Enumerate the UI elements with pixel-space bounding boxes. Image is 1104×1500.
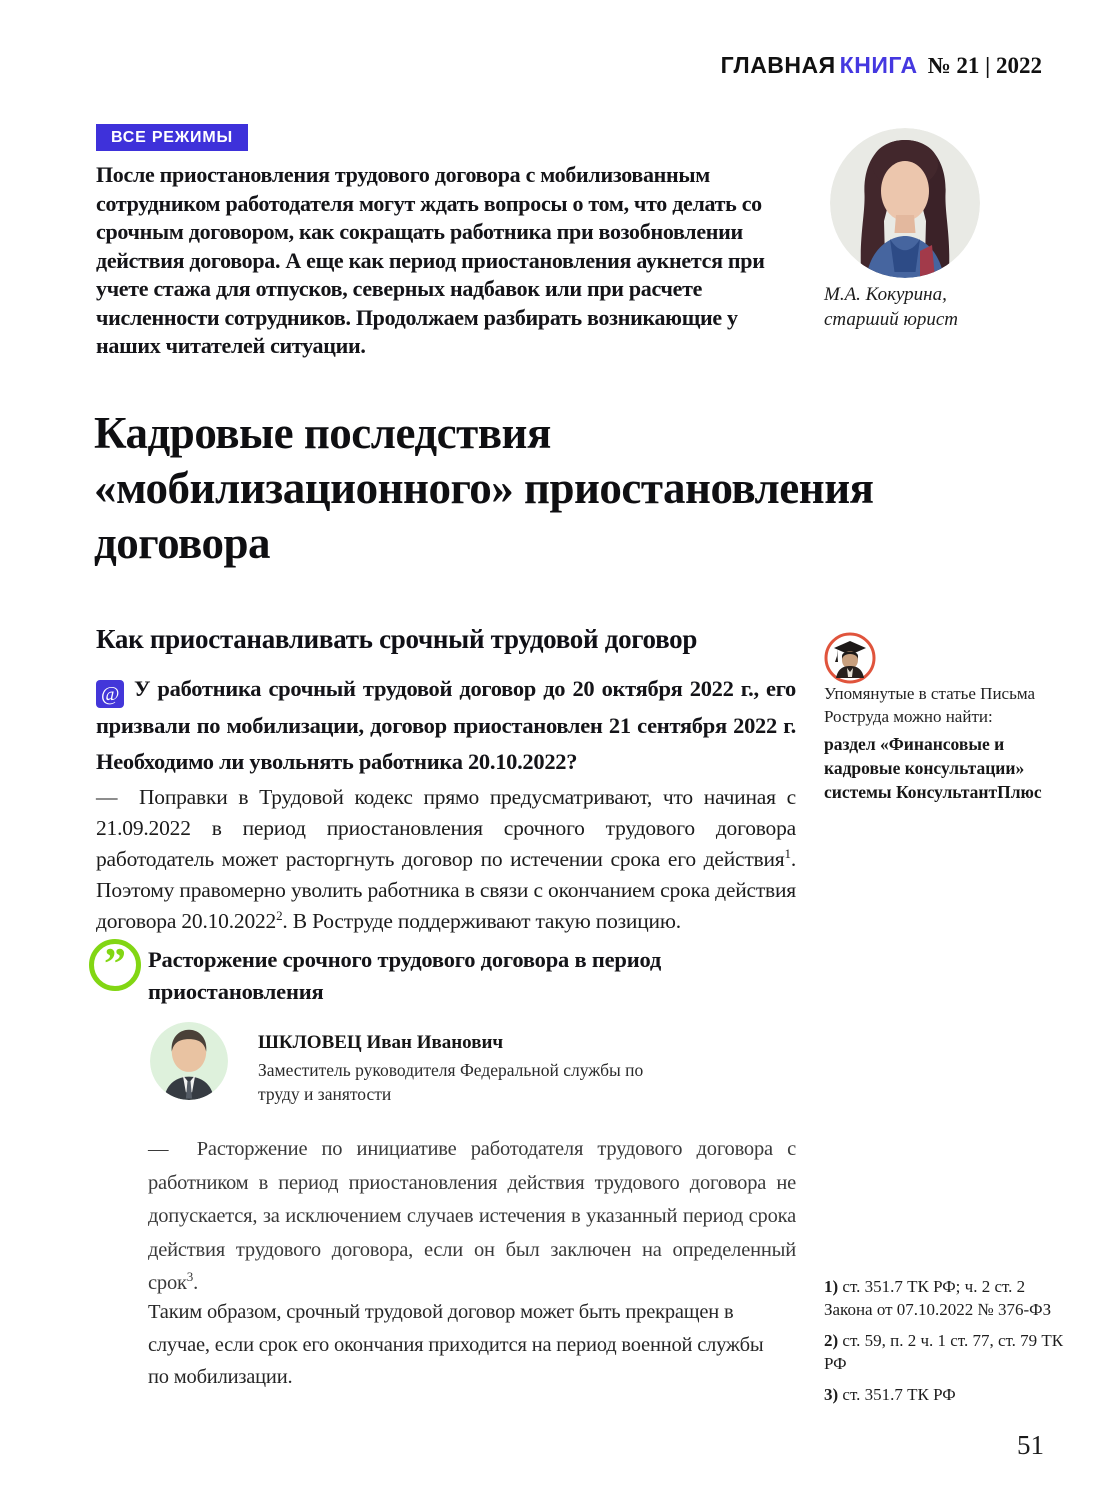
article-title: Кадровые последствия «мобилизационного» приостановления договора [94, 408, 874, 568]
regime-badge: ВСЕ РЕЖИМЫ [96, 124, 248, 151]
answer-part1: Поправки в Трудовой кодекс прямо предусматривают, что начиная с 21.09.2022 в период приостановления срочного трудового договора работодатель может расторгнуть договор по истечении срока его действия [96, 785, 796, 871]
quote-dash: — [148, 1138, 169, 1160]
sidebar-note-bold: раздел «Финансовые и кадровые консультации» системы КонсультантПлюс [824, 734, 1042, 802]
footnote-3-text: ст. 351.7 ТК РФ [842, 1385, 956, 1404]
answer-paragraph [96, 782, 796, 937]
answer-dash: — [96, 785, 118, 809]
footnote-3 [824, 1384, 1069, 1407]
quote-paragraph [148, 1133, 796, 1301]
conclusion-paragraph: Таким образом, срочный трудовой договор может быть прекращен в случае, если срок его окончания приходится на период военной службы по мобилизации. [148, 1301, 764, 1388]
quote-icon [88, 938, 142, 992]
woman-portrait-icon [830, 128, 980, 278]
answer-part3: . В Роструде поддерживают такую позицию. [282, 909, 681, 933]
footnote-2-num: 2) [824, 1331, 839, 1350]
author-name: М.А. Кокурина, [824, 284, 947, 305]
quote-heading: Расторжение срочного трудового договора в период приостановления [148, 947, 662, 1004]
quote-part2: . [193, 1272, 199, 1294]
footnote-1 [824, 1276, 1069, 1321]
footnote-1-text: ст. 351.7 ТК РФ; ч. 2 ст. 2 Закона от 07.10.2022 № 376-ФЗ [824, 1277, 1052, 1319]
footnote-1-num: 1) [824, 1277, 839, 1296]
consultant-plus-icon [824, 632, 876, 684]
author-role: старший юрист [824, 309, 959, 330]
footnote-2 [824, 1330, 1069, 1375]
expert-name: ШКЛОВЕЦ Иван Иванович [258, 1032, 504, 1053]
at-icon: @ [96, 680, 124, 708]
footnote-ref-3: 3 [186, 1269, 194, 1285]
sidebar-note: Упомянутые в статье Письма Роструда можно найти: [824, 684, 1036, 726]
intro-paragraph: После приостановления трудового договора с мобилизованным сотрудником работодателя могут ждать вопросы о том, что делать со срочным договором, как сокращать работника при возобновлении действия договора. А еще как период приостановления аукнется при учете стажа для отпусков, северных надбавок или при расчете численности сотрудников. Продолжаем разбирать возникающие у наших читателей ситуации. [96, 162, 765, 358]
question-block [96, 671, 796, 780]
quote-part1: Расторжение по инициативе работодателя трудового договора с работником в период приостановления действия трудового договора не допускается, за исключением случаев истечения в указанный период срока действия трудового договора, если он был заключен на определенный срок [148, 1138, 796, 1294]
footnote-2-text: ст. 59, п. 2 ч. 1 ст. 77, ст. 79 ТК РФ [824, 1331, 1064, 1373]
question-text: У работника срочный трудовой договор до 20 октября 2022 г., его призвали по мобилизации, договор приостановлен 21 сентября 2022 г. Необходимо ли увольнять работника 20.10.2022? [96, 676, 796, 774]
section-heading: Как приостанавливать срочный трудовой договор [96, 624, 698, 654]
man-portrait-icon [150, 1022, 228, 1100]
footnote-ref-1: 1 [784, 845, 791, 861]
page-number: 51 [1017, 1430, 1044, 1460]
brand-kniga: КНИГА [839, 52, 918, 78]
svg-text:”: ” [104, 939, 126, 988]
answer-part2: . Поэтому правомерно уволить работника в связи с окончанием срока действия договора 20.10.2022 [96, 847, 796, 933]
expert-photo [150, 1022, 228, 1100]
author-caption [824, 282, 1064, 332]
expert-meta [258, 1032, 688, 1106]
footnotes [824, 1276, 1069, 1416]
footnote-ref-2: 2 [276, 907, 283, 923]
issue-number: № 21 | 2022 [927, 53, 1042, 78]
author-photo [830, 128, 980, 278]
page-header [721, 52, 1042, 79]
brand-glavnaya: ГЛАВНАЯ [720, 52, 836, 78]
footnote-3-num: 3) [824, 1385, 839, 1404]
expert-role: Заместитель руководителя Федеральной службы по труду и занятости [258, 1060, 644, 1104]
